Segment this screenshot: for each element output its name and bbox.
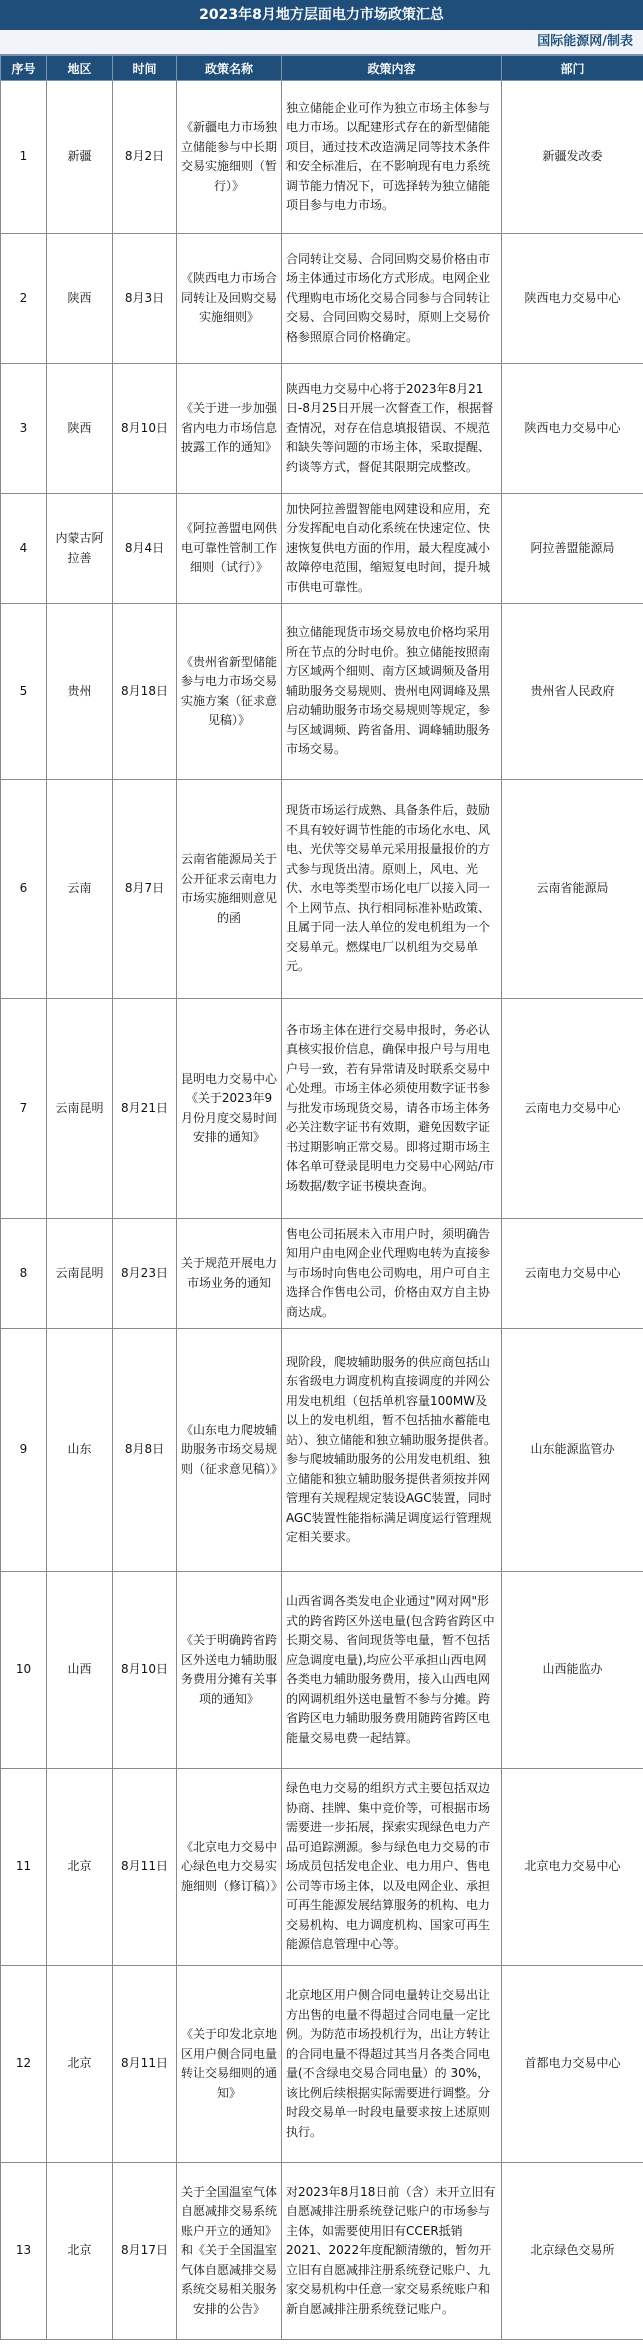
table-row — [1, 604, 643, 780]
row-policy-content: 合同转让交易、合同回购交易价格由市场主体通过市场化方式形成。电网企业代理购电市场化交易合同参与合同转让交易、合同回购交易时，原则上交易价格参照原合同价格确定。 — [282, 234, 502, 364]
row-department: 云南电力交易中心 — [502, 999, 643, 1219]
policy-table — [0, 55, 643, 2340]
row-date: 8月4日 — [113, 494, 177, 604]
row-date: 8月2日 — [113, 81, 177, 234]
source-credit: 国际能源网/制表 — [0, 30, 643, 55]
row-region: 新疆 — [47, 81, 113, 234]
column-header-region: 地区 — [47, 56, 113, 81]
row-region: 山西 — [47, 1572, 113, 1769]
row-index: 11 — [1, 1769, 47, 1966]
row-department: 北京绿色交易所 — [502, 2163, 643, 2340]
table-row — [1, 364, 643, 494]
column-header-policy-name: 政策名称 — [177, 56, 282, 81]
row-policy-content: 现货市场运行成熟、具备条件后，鼓励不具有较好调节性能的市场化水电、风电、光伏等交易单元采用报量报价的方式参与现货出清。原则上，风电、光伏、水电等类型市场化电厂以接入同一个上网节点、执行相同标准补贴政策、且属于同一法人单位的发电机组为一个交易单元。燃煤电厂以机组为交易单元。 — [282, 780, 502, 999]
row-policy-content: 各市场主体在进行交易申报时，务必认真核实报价信息，确保申报户号与用电户号一致，若有异常请及时联系交易中心处理。市场主体必须使用数字证书参与批发市场现货交易，请各市场主体务必关注数字证书有效期，避免因数字证书过期影响正常交易。即将过期市场主体名单可登录昆明电力交易中心网站/市场数据/数字证书模块查询。 — [282, 999, 502, 1219]
row-department: 北京电力交易中心 — [502, 1769, 643, 1966]
table-row — [1, 2163, 643, 2340]
row-policy-content: 陕西电力交易中心将于2023年8月21日-8月25日开展一次督查工作，根据督查情况，对存在信息填报错误、不规范和缺失等问题的市场主体，采取提醒、约谈等方式，督促其限期完成整改。 — [282, 364, 502, 494]
row-region: 贵州 — [47, 604, 113, 780]
table-row — [1, 234, 643, 364]
row-index: 5 — [1, 604, 47, 780]
row-department: 陕西电力交易中心 — [502, 364, 643, 494]
row-region: 陕西 — [47, 364, 113, 494]
row-region: 北京 — [47, 2163, 113, 2340]
policy-rows — [1, 81, 643, 2340]
row-policy-name: 《关于进一步加强省内电力市场信息披露工作的通知》 — [177, 364, 282, 494]
row-index: 2 — [1, 234, 47, 364]
row-policy-content: 对2023年8月18日前（含）未开立旧有自愿减排注册系统登记账户的市场参与主体，如需要使用旧有CCER抵销2021、2022年度配额清缴的，暂勿开立旧有自愿减排注册系统登记账户、九家交易机构中任意一家交易系统账户和新自愿减排注册系统登记账户。 — [282, 2163, 502, 2340]
row-department: 贵州省人民政府 — [502, 604, 643, 780]
row-index: 3 — [1, 364, 47, 494]
row-index: 12 — [1, 1966, 47, 2163]
row-region: 陕西 — [47, 234, 113, 364]
row-policy-name: 《陕西电力市场合同转让及回购交易实施细则》 — [177, 234, 282, 364]
row-policy-content: 独立储能现货市场交易放电价格均采用所在节点的分时电价。独立储能按照南方区域两个细则、南方区域调频及备用辅助服务交易规则、贵州电网调峰及黑启动辅助服务市场交易规则等规定，参与区域调频、跨省备用、调峰辅助服务市场交易。 — [282, 604, 502, 780]
table-title: 2023年8月地方层面电力市场政策汇总 — [0, 0, 643, 30]
row-index: 9 — [1, 1329, 47, 1572]
row-department: 首都电力交易中心 — [502, 1966, 643, 2163]
row-region: 云南 — [47, 780, 113, 999]
column-header-index: 序号 — [1, 56, 47, 81]
row-date: 8月10日 — [113, 364, 177, 494]
table-row — [1, 780, 643, 999]
table-row — [1, 1219, 643, 1329]
header-row — [1, 56, 643, 81]
column-header-department: 部门 — [502, 56, 643, 81]
row-region: 内蒙古阿拉善 — [47, 494, 113, 604]
row-policy-name: 关于全国温室气体自愿减排交易系统账户开立的通知》和《关于全国温室气体自愿减排交易系统交易相关服务安排的公告》 — [177, 2163, 282, 2340]
row-date: 8月3日 — [113, 234, 177, 364]
row-date: 8月7日 — [113, 780, 177, 999]
row-region: 山东 — [47, 1329, 113, 1572]
table-row — [1, 1572, 643, 1769]
row-policy-name: 《北京电力交易中心绿色电力交易实施细则（修订稿）》 — [177, 1769, 282, 1966]
table-row — [1, 494, 643, 604]
row-date: 8月11日 — [113, 1966, 177, 2163]
row-region: 云南昆明 — [47, 999, 113, 1219]
row-policy-content: 售电公司拓展未入市用户时，须明确告知用户由电网企业代理购电转为直接参与市场时向售电公司购电，用户可自主选择合作售电公司，价格由双方自主协商达成。 — [282, 1219, 502, 1329]
column-header-policy-content: 政策内容 — [282, 56, 502, 81]
row-policy-name: 《关于明确跨省跨区外送电力辅助服务费用分摊有关事项的通知》 — [177, 1572, 282, 1769]
row-policy-content: 北京地区用户侧合同电量转让交易出让方出售的电量不得超过合同电量一定比例。为防范市场投机行为，出让方转让的合同电量不得超过其当月各类合同电量(不含绿电交易合同电量）的 30%，该比例后续根据实际需要进行调整。分时段交易单一时段电量要求按上述原则执行。 — [282, 1966, 502, 2163]
row-policy-content: 加快阿拉善盟智能电网建设和应用，充分发挥配电自动化系统在快速定位、快速恢复供电方面的作用，最大程度减小故障停电范围，缩短复电时间，提升城市供电可靠性。 — [282, 494, 502, 604]
row-department: 新疆发改委 — [502, 81, 643, 234]
row-department: 陕西电力交易中心 — [502, 234, 643, 364]
row-region: 云南昆明 — [47, 1219, 113, 1329]
row-policy-content: 独立储能企业可作为独立市场主体参与电力市场。以配建形式存在的新型储能项目，通过技术改造满足同等技术条件和安全标准后，在不影响现有电力系统调节能力情况下，可选择转为独立储能项目参与电力市场。 — [282, 81, 502, 234]
row-region: 北京 — [47, 1769, 113, 1966]
row-policy-name: 《贵州省新型储能参与电力市场交易实施方案（征求意见稿）》 — [177, 604, 282, 780]
row-policy-name: 《关于印发北京地区用户侧合同电量转让交易细则的通知》 — [177, 1966, 282, 2163]
row-index: 8 — [1, 1219, 47, 1329]
table-row — [1, 1966, 643, 2163]
row-policy-name: 《新疆电力市场独立储能参与中长期交易实施细则（暂行）》 — [177, 81, 282, 234]
row-date: 8月21日 — [113, 999, 177, 1219]
column-header-date: 时间 — [113, 56, 177, 81]
table-row — [1, 81, 643, 234]
row-policy-name: 云南省能源局关于公开征求云南电力市场实施细则意见的函 — [177, 780, 282, 999]
row-policy-content: 绿色电力交易的组织方式主要包括双边协商、挂牌、集中竞价等，可根据市场需要进一步拓展，探索实现绿色电力产品可追踪溯源。参与绿色电力交易的市场成员包括发电企业、电力用户、售电公司等市场主体，以及电网企业、承担可再生能源发展结算服务的机构、电力交易机构、电力调度机构、国家可再生能源信息管理中心等。 — [282, 1769, 502, 1966]
row-department: 阿拉善盟能源局 — [502, 494, 643, 604]
table-row — [1, 999, 643, 1219]
row-policy-name: 昆明电力交易中心《关于2023年9月份月度交易时间安排的通知》 — [177, 999, 282, 1219]
row-department: 山西能监办 — [502, 1572, 643, 1769]
row-policy-content: 现阶段，爬坡辅助服务的供应商包括山东省级电力调度机构直接调度的并网公用发电机组（包括单机容量100MW及以上的发电机组，暂不包括抽水蓄能电站）、独立储能和独立辅助服务提供者。参与爬坡辅助服务的公用发电机组、独立储能和独立辅助服务提供者须按并网管理有关规程规定装设AGC装置，同时AGC装置性能指标满足调度运行管理规定相关要求。 — [282, 1329, 502, 1572]
row-index: 1 — [1, 81, 47, 234]
row-index: 13 — [1, 2163, 47, 2340]
row-date: 8月8日 — [113, 1329, 177, 1572]
row-date: 8月10日 — [113, 1572, 177, 1769]
row-date: 8月23日 — [113, 1219, 177, 1329]
table-row — [1, 1329, 643, 1572]
row-policy-name: 关于规范开展电力市场业务的通知 — [177, 1219, 282, 1329]
row-date: 8月18日 — [113, 604, 177, 780]
row-index: 6 — [1, 780, 47, 999]
row-department: 山东能源监管办 — [502, 1329, 643, 1572]
row-date: 8月17日 — [113, 2163, 177, 2340]
row-department: 云南电力交易中心 — [502, 1219, 643, 1329]
row-index: 4 — [1, 494, 47, 604]
row-policy-content: 山西省调各类发电企业通过"网对网"形式的跨省跨区外送电量(包含跨省跨区中长期交易、省间现货等电量，暂不包括应急调度电量),均应公平承担山西电网各类电力辅助服务费用，接入山西电网的网调机组外送电量暂不参与分摊。跨省跨区电力辅助服务费用随跨省跨区电能量交易电费一起结算。 — [282, 1572, 502, 1769]
row-policy-name: 《阿拉善盟电网供电可靠性管制工作细则（试行）》 — [177, 494, 282, 604]
row-date: 8月11日 — [113, 1769, 177, 1966]
row-index: 7 — [1, 999, 47, 1219]
row-index: 10 — [1, 1572, 47, 1769]
row-department: 云南省能源局 — [502, 780, 643, 999]
table-row — [1, 1769, 643, 1966]
row-policy-name: 《山东电力爬坡辅助服务市场交易规则（征求意见稿）》 — [177, 1329, 282, 1572]
row-region: 北京 — [47, 1966, 113, 2163]
